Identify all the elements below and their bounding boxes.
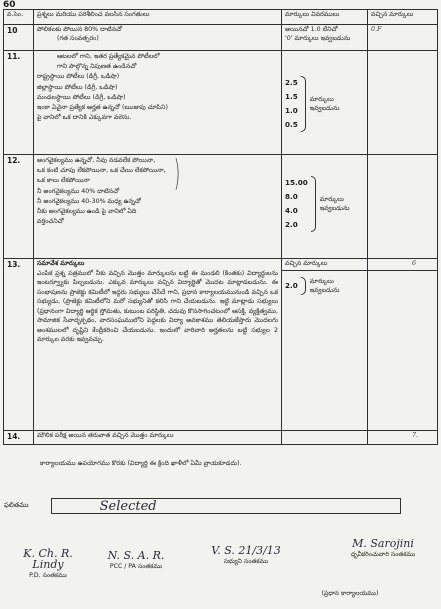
brace-label-line: మార్కులు bbox=[309, 278, 334, 285]
bracket: ) bbox=[173, 153, 180, 194]
evaluation-table bbox=[3, 9, 438, 445]
question-line: (గత సంవత్సరం) bbox=[57, 34, 99, 42]
marks-group bbox=[285, 277, 367, 295]
mark-value: 15.00 bbox=[285, 178, 308, 187]
signature-scribble: N. S. A. R. bbox=[107, 549, 165, 562]
row-marks bbox=[282, 431, 368, 445]
brace-label-line: ఇవ్వబడును bbox=[309, 287, 340, 295]
row-question bbox=[34, 25, 282, 51]
brace-label bbox=[310, 277, 340, 295]
brace-label-line: మార్కులు bbox=[319, 195, 344, 203]
row-marks bbox=[282, 155, 368, 259]
result-field: Selected bbox=[51, 498, 401, 514]
row-marks bbox=[282, 259, 368, 431]
row-question bbox=[34, 51, 282, 155]
row-paragraph: ఎంపిక ప్రశ్న పత్రములో నీకు వచ్చిన మొత్తం మార్కులను బట్టి ఈ మండలి (కింతకు) విద్యార్థులను ఇంటర్వ్యూకు పిల్చబడును. ఎక్కువ మార్కులు వచ్చిన విద్యార్థితో మొదట మాట్లాడబడును. ఈ సంభాషణను ప్రాజెక్టు కమిటీలో ఇద్దరు సభ్యులు చేసేదే గాని, ప్రధాన కార్యాలయమునుండి వచ్చిన ఒక సభ్యుడు, (ప్రాజెక్టు కమిటీలోని మరో సభ్యునితో కలిసి గాని చేయబడును. ఇట్టి మాట్లాడు సభ్యులు (ప్రధానంగా విద్యార్థి ఆర్థిక స్తోమతు, కుటుంబ పరిస్థితి, చదువు కొనసాగించటంలో ఆసక్తి, వ్యక్తిత్వము, సామాజిక సేవాదృక్పథం, వారసంఘములోని పెద్దలకు విద్యా అవకాశము తెలియజేస్తారు మొదలగు అంశములలో దృష్టిని కేంద్రీకరించి చేయబడును. ఇందులో వారివారి అర్హతలను బట్టి సభ్యుల 2 మార్కుల వరకు ఇవ్వవచ్చు. bbox=[37, 269, 278, 343]
table-row-13 bbox=[4, 259, 438, 431]
marks-subheader: వచ్చిన మార్కులు bbox=[282, 259, 367, 271]
mark-value: 2.0 bbox=[285, 281, 298, 291]
signature-scribble: K. Ch. R. Lindy bbox=[23, 547, 73, 571]
marks-list bbox=[285, 176, 308, 232]
signature-role: ధృవీకరించువారి సంతకము bbox=[350, 551, 416, 558]
signature-scribble: M. Sarojini bbox=[352, 537, 414, 550]
row-number: 11. bbox=[4, 51, 34, 155]
table-row-11 bbox=[4, 51, 438, 155]
signature-pd bbox=[8, 548, 88, 580]
awarded-mark: 7. bbox=[368, 431, 438, 445]
question-line: ఇంకా ఏవైనా ప్రత్యేక అర్హత ఉన్నచో (ఋజువు చూపిని) bbox=[37, 103, 168, 111]
question-line: రాష్ట్రస్థాయి పోటీలు (డిగ్రీ, ఒడిషా) bbox=[37, 73, 120, 81]
marks-line: '0' మార్కులు ఇవ్వబడును bbox=[285, 34, 351, 42]
signature-scribble: V. S. 21/3/13 bbox=[211, 544, 281, 557]
brace bbox=[311, 176, 316, 232]
question-line: ఆటలలో గాని, ఇతర ప్రత్యేకమైన పోటీలలో bbox=[57, 53, 160, 60]
question-line: ఒక కంటి చూపు లేకపోయినా, ఒక చేయి లేకపోయినా, bbox=[37, 167, 166, 175]
result-section bbox=[4, 498, 401, 514]
header-question: ప్రశ్నలు మరియు పరిశీలించ వలసిన సంగతులు bbox=[34, 10, 282, 25]
mark-value: 2.5 bbox=[285, 78, 298, 87]
brace-label bbox=[320, 195, 350, 213]
signature-pcc bbox=[96, 550, 176, 571]
mark-value: 2.0 bbox=[285, 220, 298, 230]
row-marks bbox=[282, 25, 368, 51]
signature-member bbox=[196, 545, 296, 566]
office-use-note: కార్యాలయము ఉపయోగము కొరకు (విద్యార్థి ఈ క్రింది ఖాళీలో ఏమీ వ్రాయకూడదు). bbox=[40, 460, 242, 467]
question-line: అంగవైకల్యము ఉన్నచో, నీవు నడవలేక పోయినా, bbox=[37, 157, 156, 164]
mark-value: 1.0 bbox=[285, 106, 298, 116]
marks-line: అయినచో 1.0 లేనిచో bbox=[285, 26, 338, 33]
question-block bbox=[37, 153, 278, 227]
question-line: జిల్లాస్థాయి పోటీలు (డిగ్రీ, ఒడిషా) bbox=[37, 83, 118, 91]
header-sno: వ.సెం. bbox=[4, 10, 34, 25]
marks-list bbox=[285, 76, 298, 132]
result-label: ఫలితము bbox=[4, 501, 29, 509]
table-header-row bbox=[4, 10, 438, 25]
mark-value: 8.0 bbox=[285, 192, 298, 202]
row-question bbox=[34, 259, 282, 431]
row-number: 10 bbox=[4, 25, 34, 51]
brace-label-line: మార్కులు bbox=[309, 95, 334, 103]
head-office-note: (ప్రధాన కార్యాలయము) bbox=[321, 590, 379, 597]
table-row-12 bbox=[4, 155, 438, 259]
brace-label-line: ఇవ్వబడును bbox=[319, 205, 350, 213]
brace bbox=[301, 277, 306, 295]
row-question: మౌలిక పరీక్ష అయిన తరువాత వచ్చిన మొత్తం మార్కులు bbox=[34, 431, 282, 445]
brace bbox=[301, 76, 306, 132]
question-line: నీ అంగవైకల్యము 40% దాటినచో bbox=[37, 187, 120, 195]
table-row-10 bbox=[4, 25, 438, 51]
question-line: ఒక కాలు లేకపోయినా bbox=[37, 177, 90, 185]
signature-role: PCC / PA సంతకము bbox=[109, 563, 163, 570]
question-line: పోలికలకు పోయిన 80% దాటినచో bbox=[37, 26, 123, 33]
question-line: వర్తించనిచో bbox=[37, 218, 64, 226]
mark-value: 4.0 bbox=[285, 206, 298, 216]
marks-group bbox=[285, 76, 364, 132]
row-marks bbox=[282, 51, 368, 155]
awarded-mark: 0.F bbox=[368, 25, 438, 51]
mark-value: 1.5 bbox=[285, 92, 298, 102]
row-question bbox=[34, 155, 282, 259]
row-number: 12. bbox=[4, 155, 34, 259]
brace-label bbox=[310, 95, 340, 113]
awarded-mark: 6 bbox=[368, 259, 437, 271]
question-line: గాని పాల్గొన్న నిపుణత ఉండినచో bbox=[57, 63, 137, 71]
signature-role: సభ్యుని సంతకము bbox=[223, 558, 269, 565]
brace-label-line: ఇవ్వబడును bbox=[309, 105, 340, 113]
question-lines bbox=[37, 156, 166, 227]
mark-value: 0.5 bbox=[285, 120, 298, 130]
table-row-14 bbox=[4, 431, 438, 445]
question-line: నీ అంగవైకల్యము 40-30% మధ్య ఉన్నచో bbox=[37, 197, 141, 205]
page-number: 60 bbox=[3, 0, 16, 10]
row-number: 14. bbox=[4, 431, 34, 445]
awarded-cell bbox=[368, 259, 438, 431]
question-line: నీకు అంగవైకల్యము ఉండి పై వానిలో ఏది bbox=[37, 207, 137, 215]
marks-group bbox=[285, 176, 364, 232]
row-title: సమావేశ మార్కులు bbox=[37, 260, 85, 267]
header-marks: మార్కులు వివరములు bbox=[282, 10, 368, 25]
marks-list bbox=[285, 279, 298, 293]
signature-role: P.D. సంతకము bbox=[29, 572, 67, 579]
awarded-mark bbox=[368, 51, 438, 155]
signature-verifier bbox=[330, 538, 436, 559]
question-line: పై వానిలో ఒక దానికి ఎక్కువగా వలెను. bbox=[37, 114, 132, 122]
row-number: 13. bbox=[4, 259, 34, 431]
question-line: మండలస్థాయి పోటీలు (డిగ్రీ, ఒడిషా) bbox=[37, 93, 126, 101]
awarded-mark bbox=[368, 155, 438, 259]
header-awarded: వచ్చిన మార్కులు bbox=[368, 10, 438, 25]
